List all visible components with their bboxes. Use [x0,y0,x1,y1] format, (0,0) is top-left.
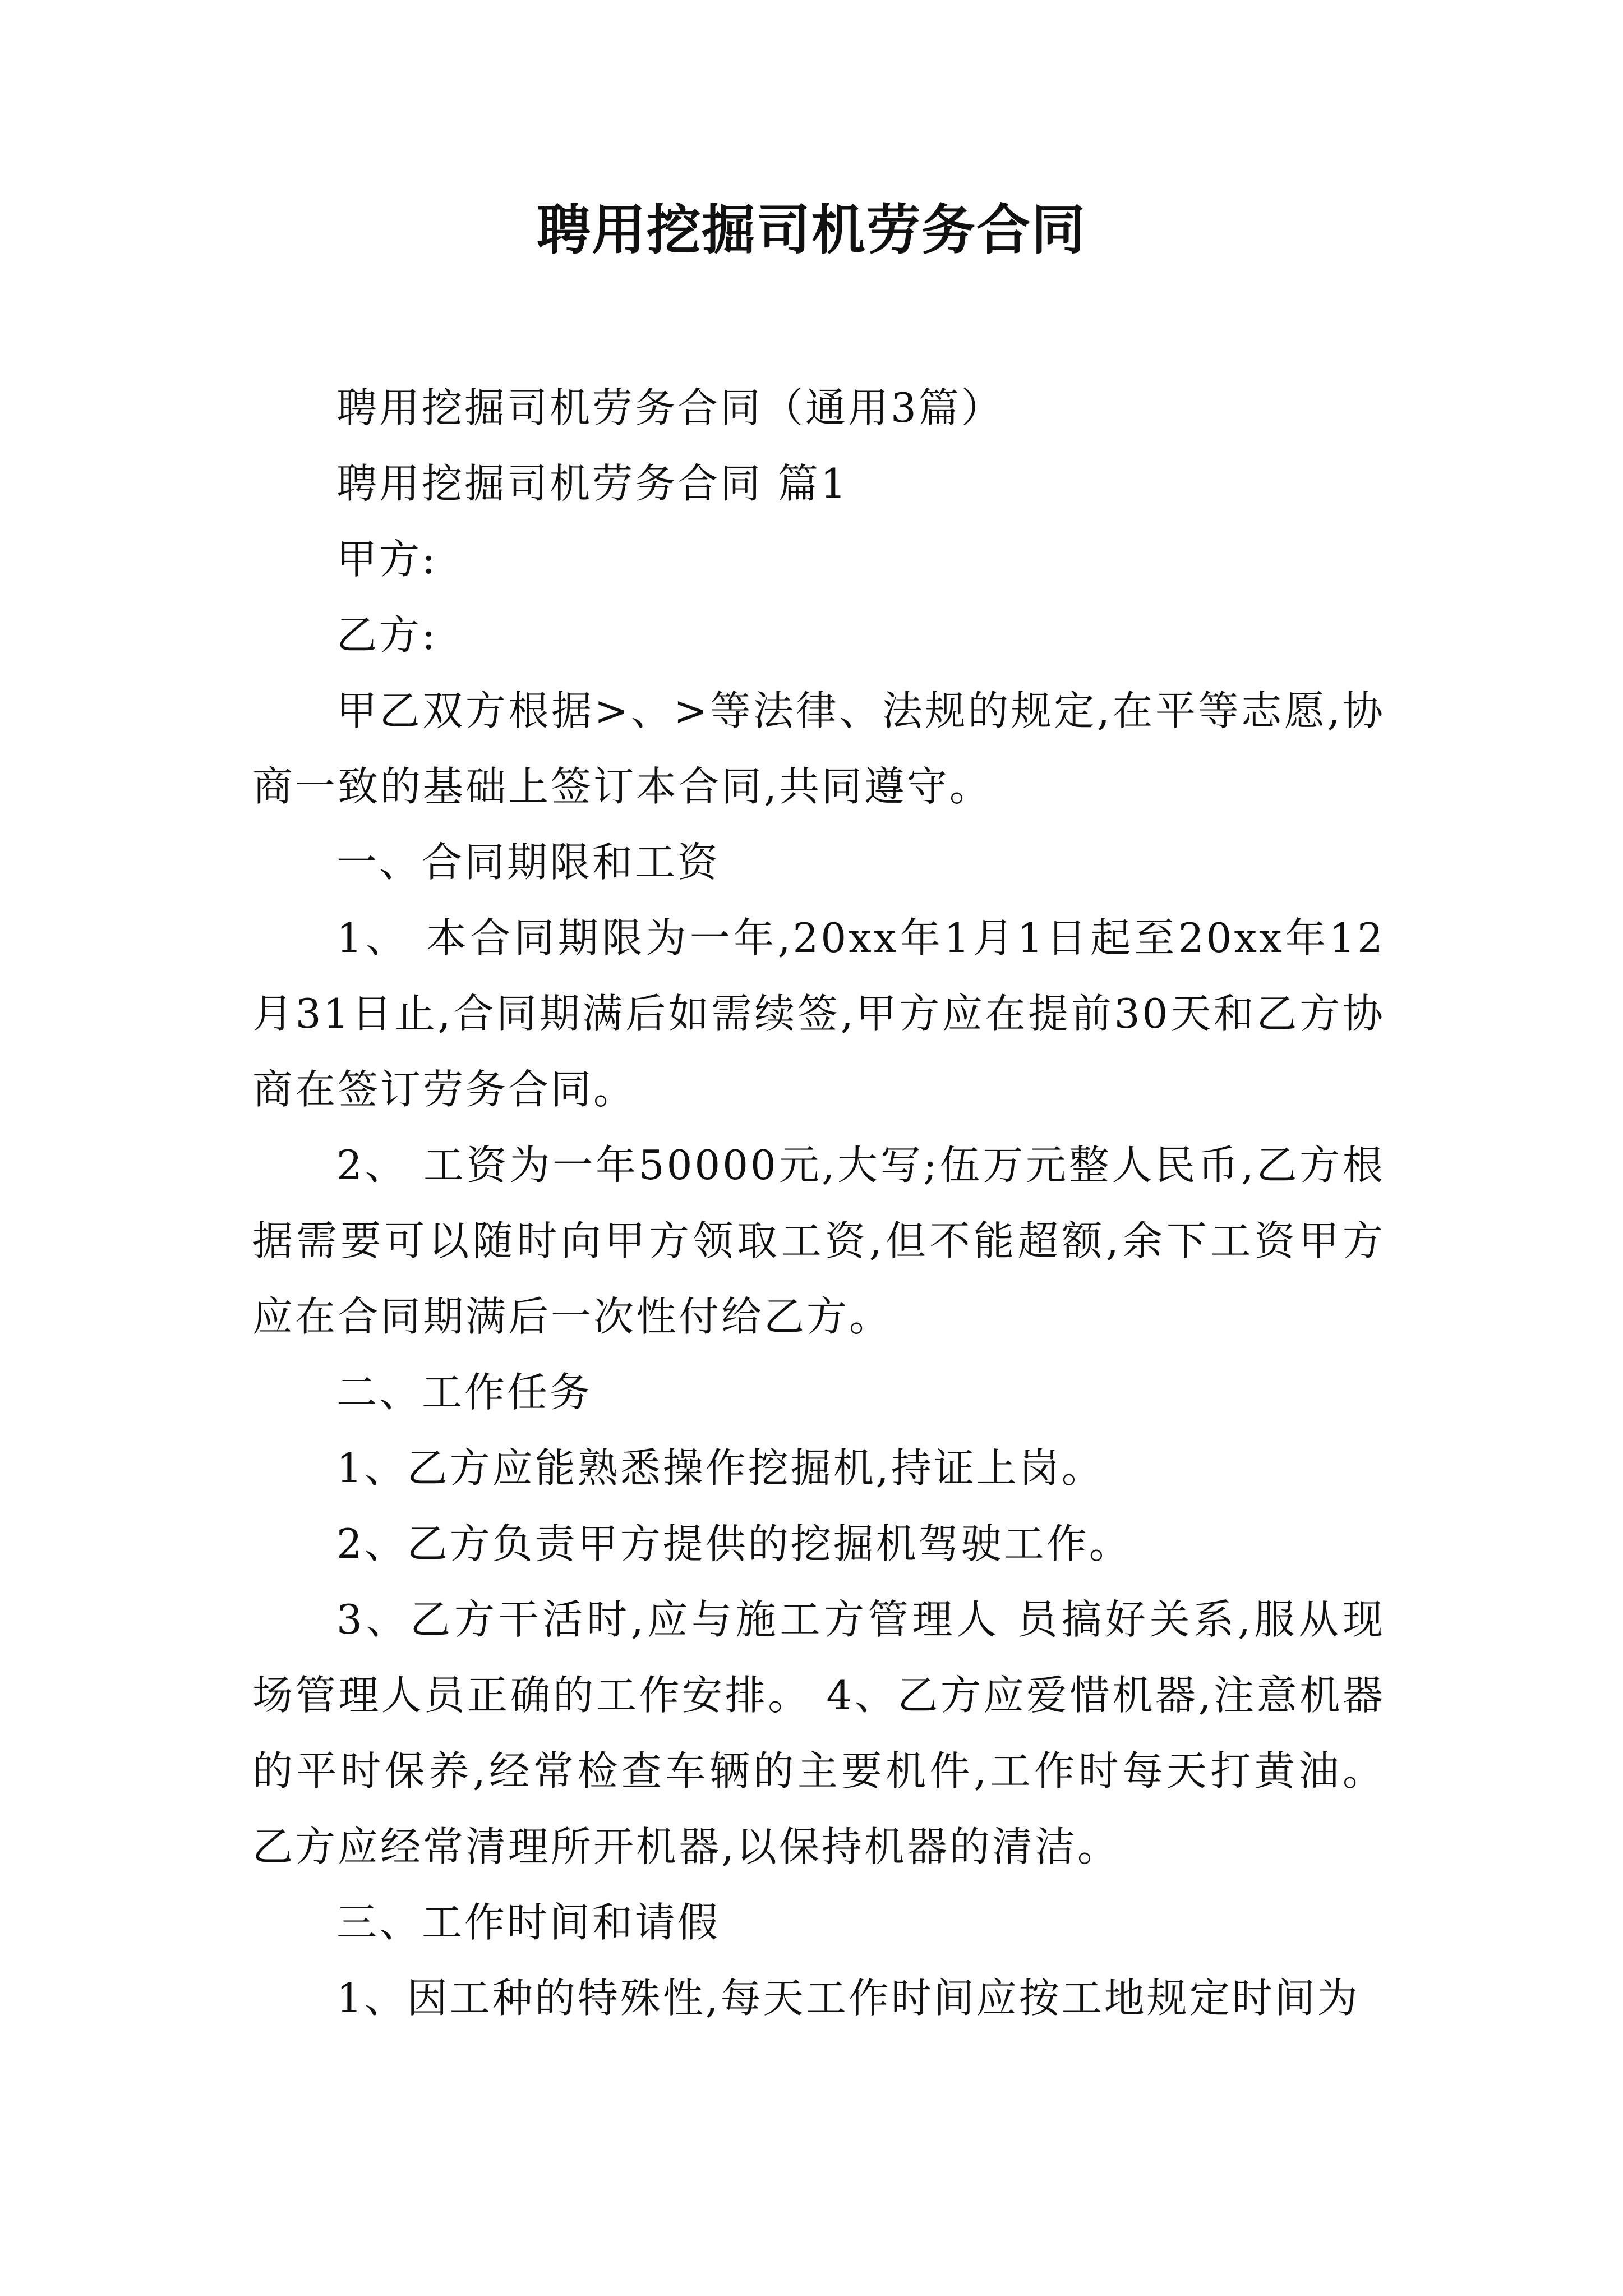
paragraph-term: 1、 本合同期限为一年,20xx年1月1日起至20xx年12月31日止,合同期满后如需续签,甲方应在提前30天和乙方协商在签订劳务合同。 [252,914,1385,1113]
paragraph-heading-term-wage: 一、合同期限和工资 [336,839,721,886]
paragraph-heading-hours: 三、工作时间和请假 [336,1899,721,1946]
paragraph-preamble: 甲乙双方根据>、>等法律、法规的规定,在平等志愿,协商一致的基础上签订本合同,共同遵守。 [252,687,1385,810]
paragraph-heading-tasks: 二、工作任务 [336,1369,593,1416]
document-title: 聘用挖掘司机劳务合同 [537,198,1086,261]
paragraph-task-1: 1、乙方应能熟悉操作挖掘机,持证上岗。 [336,1444,1104,1492]
paragraph-task-2: 2、乙方负责甲方提供的挖掘机驾驶工作。 [336,1520,1132,1567]
paragraph-subtitle: 聘用挖掘司机劳务合同（通用3篇） [336,384,1004,431]
paragraph-party-b: 乙方: [336,611,438,659]
paragraph-hours-1: 1、因工种的特殊性,每天工作时间应按工地规定时间为 [336,1975,1360,2022]
paragraph-section-heading: 聘用挖掘司机劳务合同 篇1 [336,460,849,507]
paragraph-party-a: 甲方: [336,536,438,583]
paragraph-task-3-4: 3、乙方干活时,应与施工方管理人 员搞好关系,服从现场管理人员正确的工作安排。 4、乙方应爱惜机器,注意机器的平时保养,经常检查车辆的主要机件,工作时每天打黄油。乙方应经常清理所开机器,以保持机器的清洁。 [252,1596,1385,1870]
document-body [252,370,1385,2036]
paragraph-wage: 2、 工资为一年50000元,大写;伍万元整人民币,乙方根据需要可以随时向甲方领取工资,但不能超额,余下工资甲方应在合同期满后一次性付给乙方。 [252,1142,1385,1340]
